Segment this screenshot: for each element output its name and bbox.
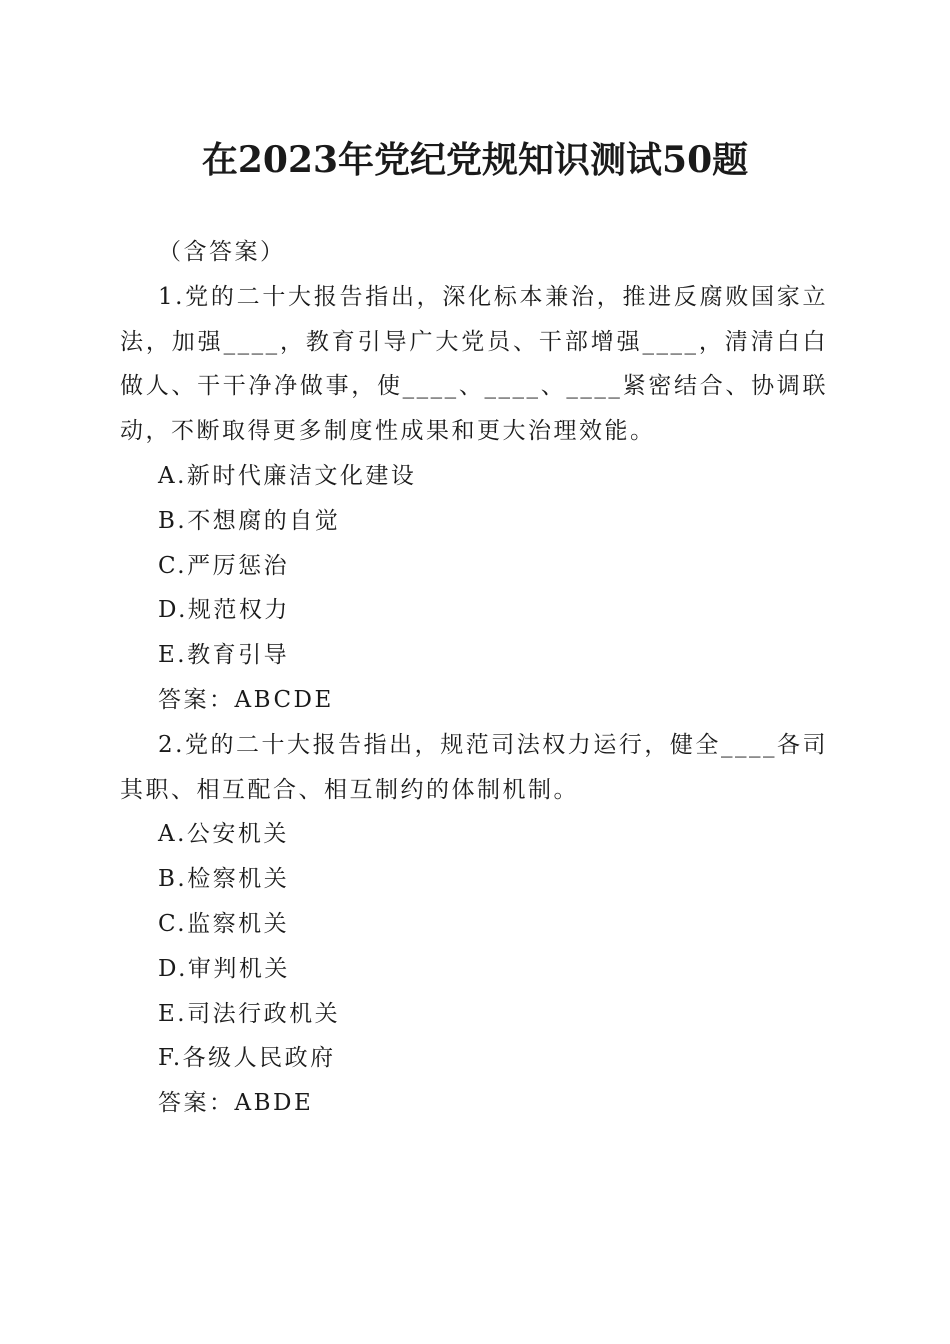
question-2-option-c: C.监察机关 [158,910,290,937]
question-2-option-d: D.审判机关 [158,955,290,982]
question-2-answer: 答案：ABDE [158,1090,314,1117]
question-1-answer: 答案：ABCDE [158,686,334,713]
question-2-option-f: F.各级人民政府 [158,1045,336,1072]
question-2-stem: 2.党的二十大报告指出，规范司法权力运行，健全____各司其职、相互配合、相互制约的体制机制。 [120,731,828,803]
question-2-option-a: A.公安机关 [158,821,289,848]
question-1-option-b: B.不想腐的自觉 [158,507,341,534]
document-title: 在2023年党纪党规知识测试50题 [201,139,749,181]
answer-note: （含答案） [158,239,286,265]
question-1-option-c: C.严厉惩治 [158,552,290,579]
question-2-option-e: E.司法行政机关 [158,1000,341,1027]
question-2-option-b: B.检察机关 [158,866,290,893]
question-1-option-d: D.规范权力 [158,597,290,624]
question-1-option-e: E.教育引导 [158,642,290,669]
question-1-option-a: A.新时代廉洁文化建设 [158,462,417,489]
document-body [120,230,828,1126]
question-1-stem: 1.党的二十大报告指出，深化标本兼治，推进反腐败国家立法，加强____，教育引导广大党员、干部增强____，清清白白做人、干干净净做事，使____、____、____紧密结合、协调联动，不断取得更多制度性成果和更大治理效能。 [120,283,828,445]
